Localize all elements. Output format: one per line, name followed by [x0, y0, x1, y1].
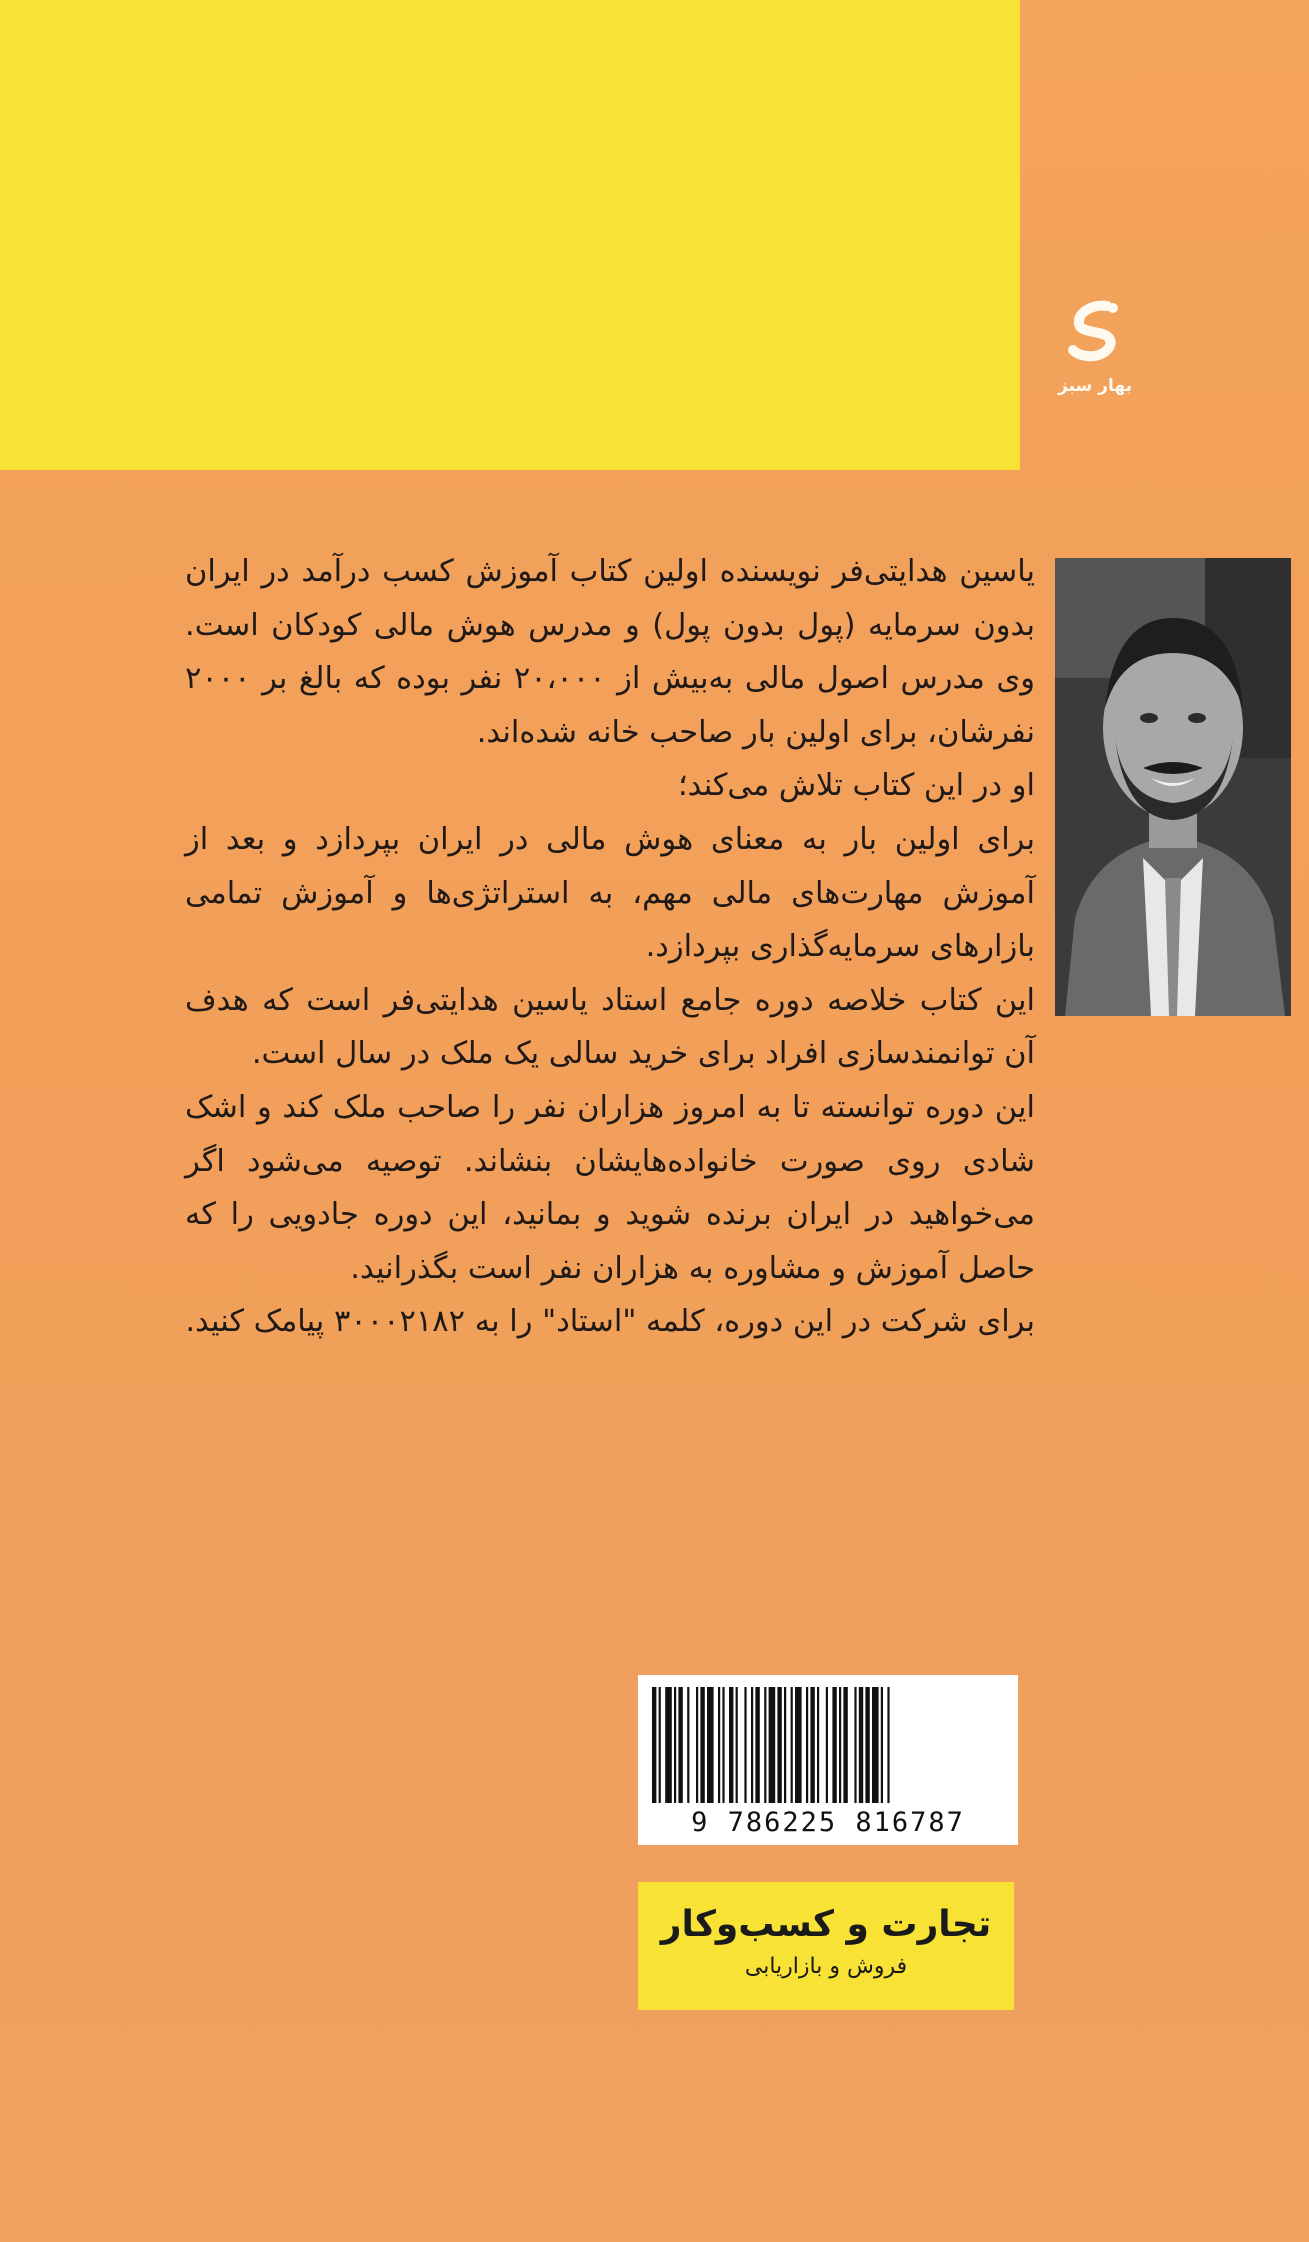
publisher-logo-icon [1063, 300, 1127, 374]
author-photo [1055, 558, 1291, 1016]
barcode-bar [687, 1687, 689, 1803]
barcode-bar [826, 1687, 828, 1803]
publisher-name: بهار سبز [1058, 376, 1132, 396]
barcode-bar [718, 1687, 720, 1803]
description-paragraph: این دوره توانسته تا به امروز هزاران نفر را صاحب ملک کند و اشک شادی روی صورت خانواده‌هایشان بنشاند. توصیه می‌شود اگر می‌خواهید در ایران برنده شوید و بمانید، این دوره جادویی را که حاصل آموزش و مشاوره به هزاران نفر است بگذرانید. [185, 1089, 1035, 1286]
barcode-bar [881, 1687, 883, 1803]
barcode-bar [678, 1687, 682, 1803]
barcode-bar [764, 1687, 766, 1803]
barcode-bars [652, 1687, 1004, 1803]
description-paragraph: یاسین هدایتی‌فر نویسنده اولین کتاب آموزش کسب درآمد در ایران بدون سرمایه (پول بدون پول) و مدرس هوش مالی کودکان است. وی مدرس اصول مالی به‌بیش از ۲۰،۰۰۰ نفر بوده که بالغ بر ۲۰۰۰ نفرشان، برای اولین بار صاحب خانه شده‌اند. [185, 554, 1035, 750]
isbn-number: 9 786225 816787 [691, 1807, 965, 1838]
isbn-barcode [638, 1675, 1018, 1845]
barcode-bar [839, 1687, 841, 1803]
barcode-bar [854, 1687, 856, 1803]
description-paragraph: برای شرکت در این دوره، کلمه "استاد" را به ۳۰۰۰۲۱۸۲ پیامک کنید. [185, 1304, 1035, 1340]
barcode-bar [736, 1687, 738, 1803]
category-label [638, 1882, 1014, 2010]
barcode-bar [665, 1687, 672, 1803]
barcode-bar [859, 1687, 863, 1803]
category-title: تجارت و کسب‌وکار [660, 1904, 992, 1945]
barcode-bar [744, 1687, 746, 1803]
barcode-bar [729, 1687, 733, 1803]
description-paragraph: او در این کتاب تلاش می‌کند؛ [677, 768, 1035, 804]
barcode-bar [795, 1687, 802, 1803]
barcode-bar [769, 1687, 776, 1803]
barcode-bar [865, 1687, 869, 1803]
barcode-bar [674, 1687, 676, 1803]
description-paragraph: برای اولین بار به معنای هوش مالی در ایران بپردازد و بعد از آموزش مهارت‌های مالی مهم، به استراتژی‌ها و آموزش تمامی بازارهای سرمایه‌گذاری بپردازد. [185, 821, 1035, 965]
barcode-bar [700, 1687, 704, 1803]
barcode-bar [806, 1687, 808, 1803]
barcode-bar [784, 1687, 786, 1803]
barcode-bar [659, 1687, 661, 1803]
barcode-bar [832, 1687, 836, 1803]
description-paragraph: این کتاب خلاصه دوره جامع استاد یاسین هدایتی‌فر است که هدف آن توانمندسازی افراد برای خرید سالی یک ملک در سال است. [185, 982, 1035, 1072]
book-description [185, 545, 1035, 1349]
barcode-bar [755, 1687, 759, 1803]
barcode-bar [707, 1687, 714, 1803]
barcode-bar [810, 1687, 814, 1803]
barcode-bar [777, 1687, 781, 1803]
barcode-bar [843, 1687, 847, 1803]
barcode-bar [887, 1687, 889, 1803]
category-subtitle: فروش و بازاریابی [744, 1954, 908, 1979]
barcode-bar [722, 1687, 724, 1803]
barcode-bar [696, 1687, 698, 1803]
barcode-bar [872, 1687, 879, 1803]
barcode-bar [791, 1687, 793, 1803]
barcode-bar [817, 1687, 819, 1803]
barcode-bar [652, 1687, 656, 1803]
barcode-bar [751, 1687, 753, 1803]
yellow-header-block [0, 0, 1020, 470]
publisher-logo [1050, 300, 1140, 415]
